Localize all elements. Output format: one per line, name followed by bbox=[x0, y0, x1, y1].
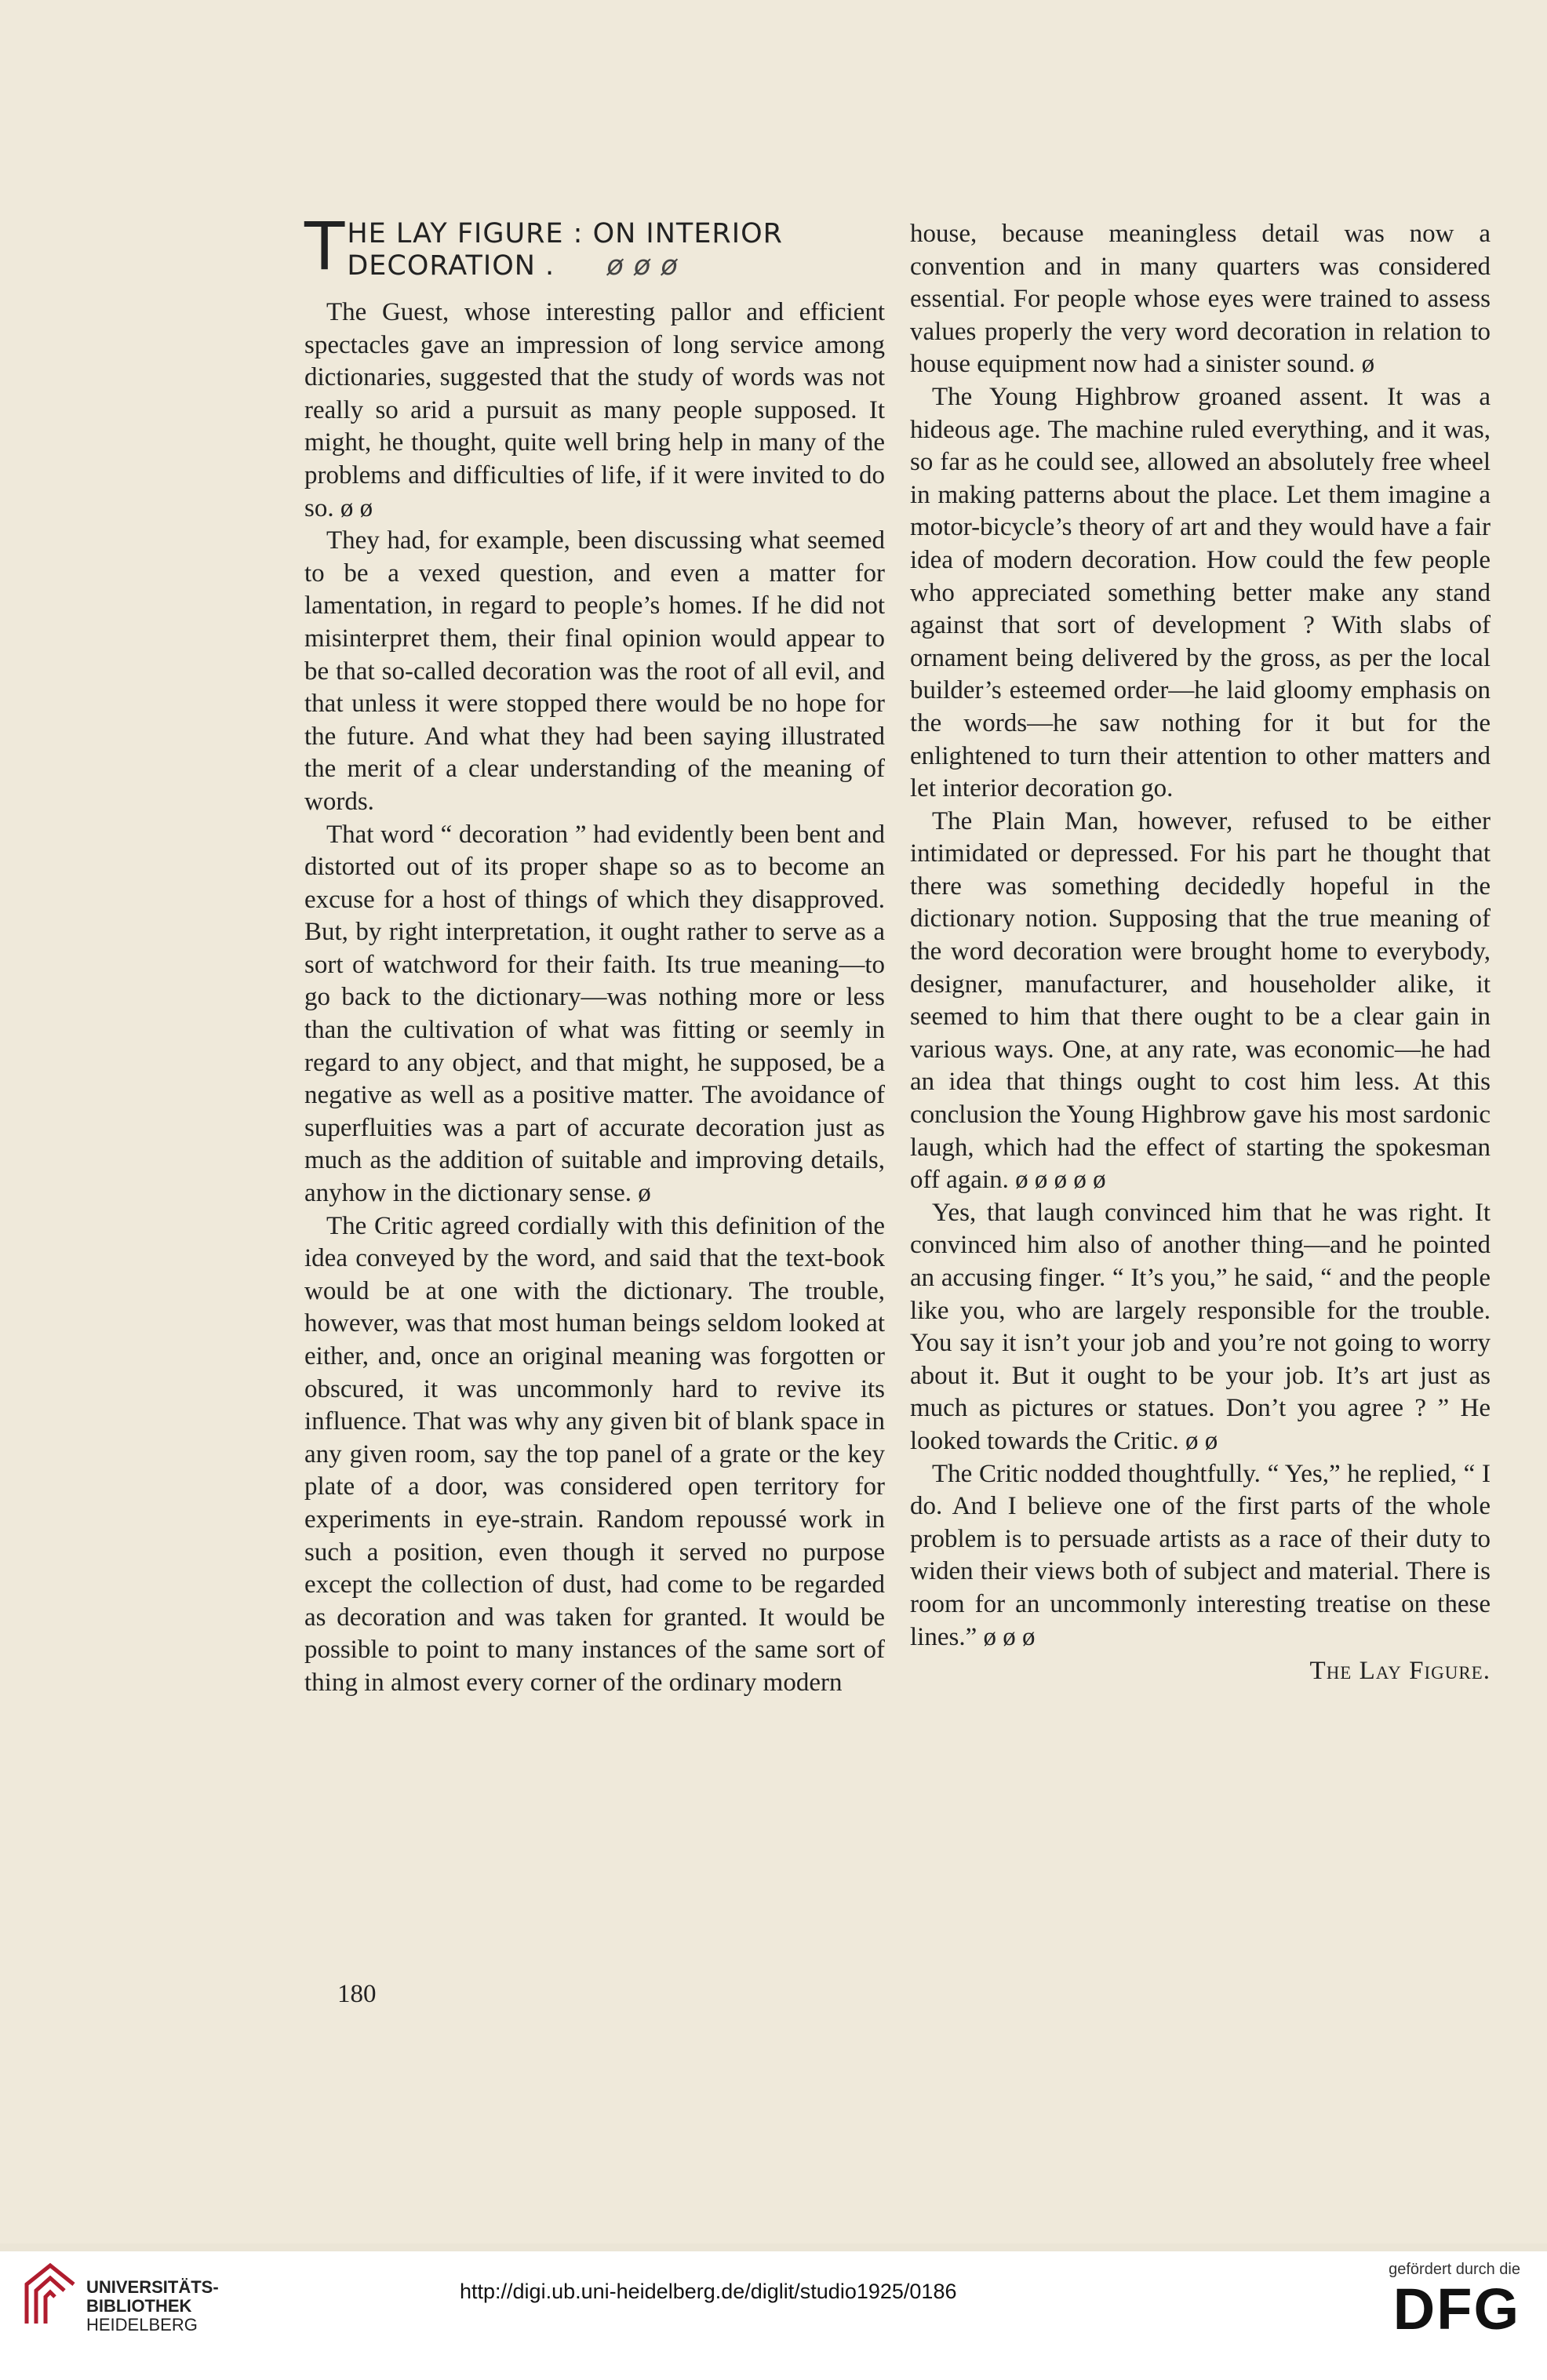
paragraph-continuation: house, because meaningless detail was now a convention and in many quarters was considered essential. For people whose eyes were trained to assess values properly the very word decoration in relation to house equipment now had a sinister sound. ø bbox=[910, 220, 1491, 379]
logo-line-2: BIBLIOTHEK bbox=[86, 2296, 192, 2316]
paragraph-young-highbrow: The Young Highbrow groaned assent. It was a hideous age. The machine ruled everything, and it was, so far as he could see, allowed an absolutely free wheel in making patterns about the place. Let them imagine a motor-bicycle’s theory of art and they would have a fair idea of modern decoration. How could the few people who appreciated something better make any stand against that sort of development ? With slabs of ornament being delivered by the gross, as per the local builder’s esteemed order—he laid gloomy emphasis on the words—he saw nothing for it but for the enlightened to turn their attention to other matters and let interior decoration go. bbox=[910, 382, 1491, 803]
signature: The Lay Figure. bbox=[1309, 1657, 1491, 1686]
paragraph-laugh: Yes, that laugh convinced him that he was right. It convinced him also of another thing—and he pointed an accusing finger. “ It’s you,” he said, “ and the people like you, who are largely responsible for the trouble. You say it isn’t your job and you’re not going to worry about it. But it ought to be your job. It’s art just as much as pictures or statues. Don’t you agree ? ” He looked towards the Critic. ø ø bbox=[910, 1198, 1491, 1455]
dfg-logo-text: DFG bbox=[1392, 2276, 1520, 2342]
library-logo-text[interactable] bbox=[86, 2278, 219, 2335]
logo-line-1: UNIVERSITÄTS- bbox=[86, 2277, 219, 2297]
paragraph-critic-nodded: The Critic nodded thoughtfully. “ Yes,” he replied, “ I do. And I believe one of the first parts of the whole problem is to persuade artists as a race of their duty to widen their views both of subject and material. There is room for an uncommonly interesting treatise on these lines.” ø ø ø bbox=[910, 1459, 1491, 1651]
paragraph-guest: The Guest, whose interesting pallor and efficient spectacles gave an impression of long service among dictionaries, suggested that the study of words was not really so arid a pursuit as many people supposed. It might, he thought, quite well bring help in many of the problems and difficulties of life, if it were invited to do so. ø ø bbox=[304, 298, 885, 522]
title-ornaments: ø ø ø bbox=[606, 250, 679, 282]
article-title bbox=[304, 208, 885, 285]
source-url-link[interactable]: http://digi.ub.uni-heidelberg.de/diglit/studio1925/0186 bbox=[460, 2280, 957, 2303]
paragraph-decoration-word: That word “ decoration ” had evidently been bent and distorted out of its proper shape so as to become an excuse for a host of things of which they disapproved. But, by right interpretation, it ought rather to serve as a sort of watchword for their faith. Its true meaning—to go back to the dictionary—was nothing more or less than the cultivation of what was fitting or seemly in regard to any object, and that might, he supposed, be a negative as well as a positive matter. The avoidance of superfluities was a part of accurate decoration just as much as the addition of suitable and improving details, anyhow in the dictionary sense. ø bbox=[304, 820, 885, 1208]
footer-bar bbox=[0, 2251, 1547, 2380]
paragraph-critic-agreed: The Critic agreed cordially with this definition of the idea conveyed by the word, and said that the text-book would be at one with the dictionary. The trouble, however, was that most human beings seldom looked at either, and, once an original meaning was forgotten or obscured, it was uncommonly hard to revive its influence. That was why any given bit of blank space in any given room, say the top panel of a grate or the key plate of a door, was considered open territory for experiments in eye-strain. Random repoussé work in such a position, even though it served no purpose except the collection of dust, had come to be regarded as decoration and was taken for granted. It would be possible to point to many instances of the same sort of thing in almost every corner of the ordinary modern bbox=[304, 1211, 885, 1697]
paragraph-discussing: They had, for example, been discussing what seemed to be a vexed question, and even a matter for lamentation, in regard to people’s homes. If he did not misinterpret them, their final opinion would appear to be that so-called decoration was the root of all evil, and that unless it were stopped there would be no hope for the future. And what they had been saying illustrated the merit of a clear understanding of the meaning of words. bbox=[304, 526, 885, 816]
page-number: 180 bbox=[337, 1980, 377, 2008]
left-column bbox=[304, 208, 885, 1700]
title-initial: T bbox=[304, 208, 346, 285]
right-column bbox=[910, 218, 1491, 1688]
funding-label: gefördert durch die bbox=[1389, 2261, 1520, 2278]
library-logo-icon bbox=[19, 2261, 77, 2328]
paragraph-plain-man: The Plain Man, however, refused to be either intimidated or depressed. For his part he thought that there was something decidedly hopeful in the dictionary notion. Supposing that the true meaning of the word decoration were brought home to everybody, designer, manufacturer, and householder alike, it seemed to him that there ought to be a clear gain in various ways. One, at any rate, was economic—he had an idea that things ought to cost him less. At this conclusion the Young Highbrow gave his most sardonic laugh, which had the effect of starting the spokesman off again. ø ø ø ø ø bbox=[910, 806, 1491, 1195]
title-rest: HE LAY FIGURE : ON INTERIOR DECORATION . bbox=[347, 218, 783, 282]
logo-line-3: HEIDELBERG bbox=[86, 2315, 198, 2335]
title-text bbox=[304, 208, 885, 285]
funding-logo[interactable] bbox=[1389, 2261, 1520, 2340]
